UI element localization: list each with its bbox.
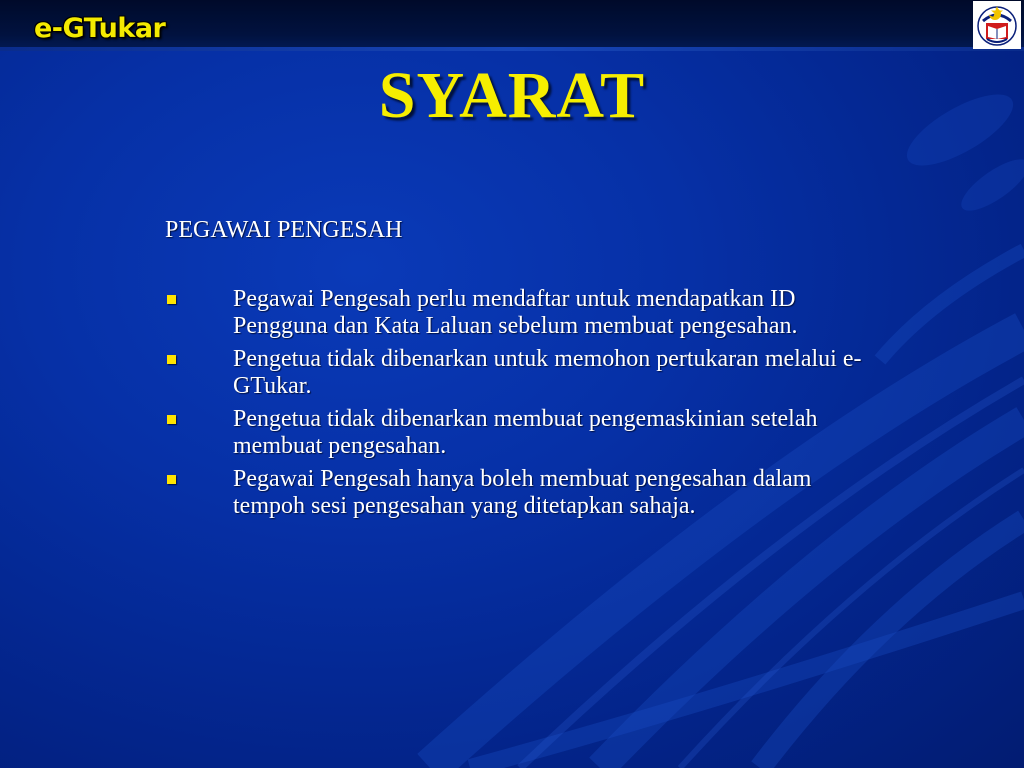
malaysia-education-crest-icon <box>973 1 1021 49</box>
list-item <box>165 406 865 460</box>
square-bullet-icon <box>167 355 176 364</box>
list-item <box>165 286 865 340</box>
square-bullet-icon <box>167 475 176 484</box>
section-subheading: PEGAWAI PENGESAH <box>165 217 403 243</box>
header-divider <box>0 47 1024 51</box>
requirements-list <box>165 286 865 526</box>
app-title: e-GTukar <box>34 13 166 44</box>
square-bullet-icon <box>167 295 176 304</box>
list-item-text: Pegawai Pengesah hanya boleh membuat pengesahan dalam tempoh sesi pengesahan yang ditetapkan sahaja. <box>233 466 812 519</box>
list-item <box>165 346 865 400</box>
crest-logo <box>973 1 1021 49</box>
square-bullet-icon <box>167 415 176 424</box>
list-item-text: Pengetua tidak dibenarkan untuk memohon pertukaran melalui e-GTukar. <box>233 346 862 399</box>
slide-title: SYARAT <box>378 59 646 132</box>
list-item <box>165 466 865 520</box>
list-item-text: Pegawai Pengesah perlu mendaftar untuk mendapatkan ID Pengguna dan Kata Laluan sebelum membuat pengesahan. <box>233 286 798 339</box>
list-item-text: Pengetua tidak dibenarkan membuat pengemaskinian setelah membuat pengesahan. <box>233 406 818 459</box>
